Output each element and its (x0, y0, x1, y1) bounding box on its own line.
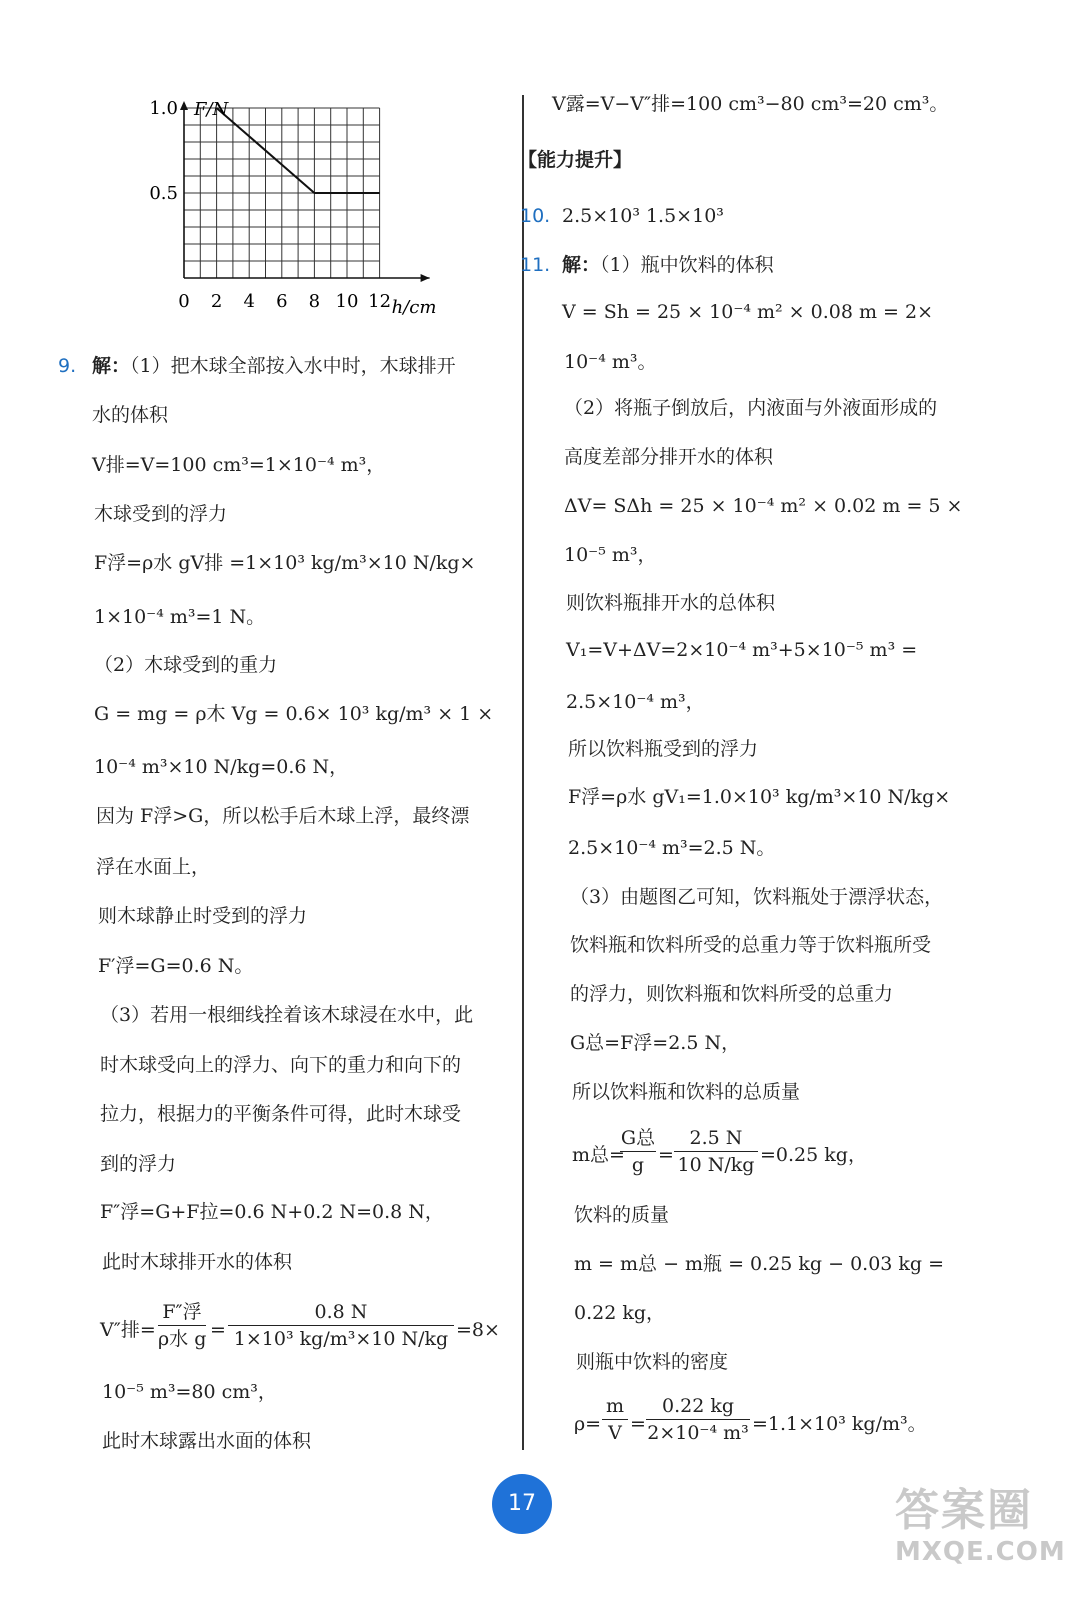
drink-mass-label: 饮料的质量 (574, 1204, 670, 1226)
right-line: 所以饮料瓶和饮料的总质量 (572, 1081, 801, 1103)
frac1-denominator: ρ水 g (158, 1328, 207, 1350)
q10-answer: 2.5×10³ 1.5×10³ (562, 205, 724, 227)
right-line: 2.5×10⁻⁴ m³=2.5 N。 (568, 837, 776, 859)
y-axis-arrow (180, 101, 188, 110)
q9-label: 解： (92, 355, 131, 377)
question-number-9: 9. (58, 355, 77, 377)
rho-rhs: =1.1×10³ kg/m³。 (752, 1413, 927, 1435)
right-line: 饮料瓶和饮料所受的总重力等于饮料瓶所受 (570, 934, 932, 956)
q11-intro (562, 251, 774, 279)
rho-frac1 (602, 1394, 628, 1445)
x-tick-label: 4 (243, 291, 255, 312)
right-line: V = Sh = 25 × 10⁻⁴ m² × 0.08 m = 2× (562, 301, 934, 323)
q9-last: 此时木球露出水面的体积 (102, 1430, 312, 1452)
force-depth-chart (142, 95, 452, 325)
frac2 (228, 1300, 454, 1351)
right-line: G总=F浮=2.5 N， (570, 1032, 741, 1054)
right-line: 高度差部分排开水的体积 (564, 446, 774, 468)
right-line: ΔV= SΔh = 25 × 10⁻⁴ m² × 0.02 m = 5 × (564, 495, 963, 517)
right-line: F浮=ρ水 gV₁=1.0×10³ kg/m³×10 N/kg× (568, 786, 951, 808)
right-line: 则饮料瓶排开水的总体积 (566, 592, 776, 614)
watermark-logo (895, 1485, 1070, 1575)
chart-ylabel: F/N (194, 99, 229, 120)
left-line: （3）若用一根细线拴着该木球浸在水中，此 (100, 1004, 474, 1026)
rho-frac2-num: 0.22 kg (661, 1395, 735, 1417)
left-line: 木球受到的浮力 (94, 503, 228, 525)
column-divider (522, 95, 524, 1450)
drink-mass: m = m总 − m瓶 = 0.25 kg − 0.03 kg = (574, 1253, 945, 1275)
frac1 (158, 1300, 206, 1351)
frac2-denominator: 1×10³ kg/m³×10 N/kg (233, 1328, 449, 1350)
mass-lhs: m总= (572, 1144, 625, 1166)
left-line: F″浮=G+F拉=0.6 N+0.2 N=0.8 N， (100, 1201, 444, 1223)
mass-frac1-num: G总 (620, 1127, 656, 1149)
frac-equals: = (210, 1319, 226, 1341)
x-axis-arrow (421, 274, 430, 282)
left-line: F浮=ρ水 gV排 =1×10³ kg/m³×10 N/kg× (94, 552, 476, 574)
frac1-numerator: F″浮 (162, 1301, 202, 1323)
q11-text: （1）瓶中饮料的体积 (600, 254, 774, 276)
chart-xlabel: h/cm (391, 297, 437, 318)
x-tick-label: 8 (308, 291, 321, 312)
mass-frac2 (674, 1126, 758, 1177)
left-line: G = mg = ρ木 Vg = 0.6× 10³ kg/m³ × 1 × (94, 703, 494, 725)
right-line: 的浮力，则饮料瓶和饮料所受的总重力 (570, 983, 894, 1005)
section-heading: 【能力提升】 (518, 149, 633, 171)
left-line: F′浮=G=0.6 N。 (98, 955, 254, 977)
left-line: （2）木球受到的重力 (94, 654, 278, 676)
frac-rhs: =8× (456, 1319, 500, 1341)
rho-eq: = (630, 1413, 646, 1435)
chart-axes (180, 101, 430, 282)
rho-frac2-den: 2×10⁻⁴ m³ (647, 1422, 749, 1444)
right-line: 所以饮料瓶受到的浮力 (568, 738, 759, 760)
left-line: 拉力，根据力的平衡条件可得，此时木球受 (100, 1103, 462, 1125)
page-number: 17 (492, 1474, 552, 1534)
x-tick-label: 6 (276, 291, 288, 312)
question-number-11: 11. (520, 254, 551, 276)
rho-frac1-den: V (608, 1422, 622, 1444)
left-line: V排=V=100 cm³=1×10⁻⁴ m³， (92, 454, 386, 476)
watermark-logo-text: 答案圈 (895, 1485, 1033, 1536)
v-exposed: V露=V−V″排=100 cm³−80 cm³=20 cm³。 (552, 93, 949, 115)
left-line: 浮在水面上， (96, 856, 211, 878)
rho-frac2 (646, 1394, 750, 1445)
mass-frac2-num: 2.5 N (689, 1127, 743, 1149)
y-tick-label: 0.5 (149, 183, 178, 204)
v-double-prime-lhs: V″排= (100, 1319, 156, 1341)
left-line: 10⁻⁴ m³×10 N/kg=0.6 N， (94, 756, 349, 778)
left-line: 时木球受向上的浮力、向下的重力和向下的 (100, 1054, 462, 1076)
mass-frac2-den: 10 N/kg (677, 1154, 755, 1176)
left-line: 到的浮力 (100, 1153, 177, 1175)
mass-frac1-den: g (631, 1154, 645, 1176)
right-line: 10⁻⁴ m³。 (564, 351, 657, 373)
left-line: 因为 F浮>G，所以松手后木球上浮，最终漂 (96, 805, 470, 827)
watermark-url: MXQE.COM (895, 1537, 1066, 1567)
y-tick-label: 1.0 (149, 98, 178, 119)
left-line: 则木球静止时受到的浮力 (98, 905, 308, 927)
mass-rhs: =0.25 kg， (760, 1144, 867, 1166)
mass-eq: = (658, 1144, 674, 1166)
after-frac: 10⁻⁵ m³=80 cm³， (102, 1381, 277, 1403)
question-number-10: 10. (520, 205, 551, 227)
right-line: （3）由题图乙可知，饮料瓶处于漂浮状态， (570, 886, 944, 908)
frac2-numerator: 0.8 N (314, 1301, 368, 1323)
right-line: （2）将瓶子倒放后，内液面与外液面形成的 (564, 397, 938, 419)
q11-label: 解： (562, 254, 601, 276)
left-line: 此时木球排开水的体积 (102, 1251, 293, 1273)
q9-intro (92, 352, 456, 380)
rho-frac1-num: m (605, 1395, 625, 1417)
x-tick-label: 12 (368, 291, 392, 312)
q9-text: （1）把木球全部按入水中时，木球排开 (130, 355, 456, 377)
right-line: 2.5×10⁻⁴ m³， (566, 691, 705, 713)
left-line: 1×10⁻⁴ m³=1 N。 (94, 606, 266, 628)
x-tick-label: 10 (335, 291, 359, 312)
x-tick-label: 2 (210, 291, 223, 312)
drink-mass-2: 0.22 kg， (574, 1302, 666, 1324)
x-tick-label: 0 (178, 291, 190, 312)
chart-ticks (149, 98, 391, 312)
left-line: 水的体积 (92, 404, 169, 426)
right-line: 10⁻⁵ m³， (564, 544, 657, 566)
rho-lhs: ρ= (574, 1413, 602, 1435)
right-line: V₁=V+ΔV=2×10⁻⁴ m³+5×10⁻⁵ m³ = (566, 639, 918, 661)
mass-frac1 (620, 1126, 656, 1177)
density-label: 则瓶中饮料的密度 (576, 1351, 729, 1373)
